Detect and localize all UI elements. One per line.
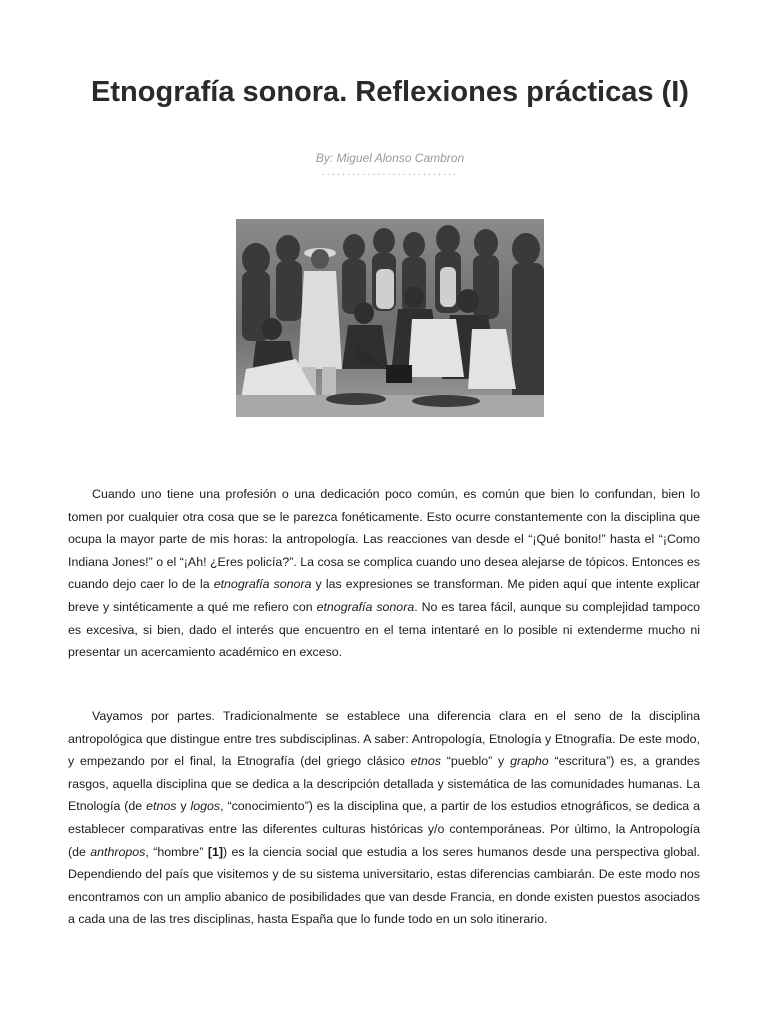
p2-emphasis-4: logos xyxy=(190,799,221,814)
p2-emphasis-3: etnos xyxy=(146,799,177,814)
p2-text-3: “escritura”) es, a grandes rasgos, aquella disciplina que se dedica a la descripción detallada y sistemática de las comunidades humanas. La Etnología (de xyxy=(68,754,701,814)
p2-text-6: , “hombre” xyxy=(145,844,208,859)
p1-emphasis-1: etnografía sonora xyxy=(213,577,312,592)
author-byline[interactable]: By: Miguel Alonso Cambron xyxy=(315,151,465,165)
article-photo xyxy=(236,219,544,417)
title-separator: ........................... xyxy=(321,166,459,178)
photo-illustration xyxy=(236,219,544,417)
p2-text-2: “pueblo” y xyxy=(440,754,511,769)
p1-text-3: . No es tarea fácil, aunque su complejidad tampoco es excesiva, si bien, dado el interés que encuentro en el tema intentaré en lo posible ni extenderme mucho ni presentar un acercamiento académico en exceso. xyxy=(68,599,700,660)
article-paragraph-1 xyxy=(68,483,700,664)
p2-emphasis-1: etnos xyxy=(410,754,441,769)
p1-text-2: y las expresiones se transforman. Me piden aquí que intente explicar breve y sintéticamente a qué me refiero con xyxy=(68,577,700,614)
p2-text-1: Vayamos por partes. Tradicionalmente se establece una diferencia clara en el seno de la disciplina antropológica que distingue entre tres subdisciplinas. A saber: Antropología, Etnología y Etnografía. De este modo, y empezando por el final, la Etnografía (del griego clásico xyxy=(68,709,700,769)
footnote-reference-link[interactable]: [1] xyxy=(207,844,223,859)
p1-text-1: Cuando uno tiene una profesión o una dedicación poco común, es común que bien lo confundan, bien lo tomen por cualquier otra cosa que se le parezca fonéticamente. Esto ocurre constantemente con la disciplina que ocupa la mayor parte de mis horas: la antropología. Las reacciones van desde el “¡Qué bonito!” hasta el “¡Como Indiana Jones!” o el “¡Ah! ¿Eres policía?”. La cosa se complica cuando uno desea alejarse de tópicos. Entonces es cuando dejo caer lo de la xyxy=(68,487,700,592)
article-paragraph-2 xyxy=(68,705,700,931)
p2-text-4: y xyxy=(176,799,191,814)
article-title: Etnografía sonora. Reflexiones prácticas (I) xyxy=(91,76,689,108)
p1-emphasis-2: etnografía sonora xyxy=(316,599,415,614)
p2-emphasis-2: grapho xyxy=(510,754,549,769)
p2-text-7: ) es la ciencia social que estudia a los seres humanos desde una perspectiva global. Dependiendo del país que visitemos y de su sistema universitario, estas diferencias cambiarán. De este modo nos encontramos con un amplio abanico de posibilidades que van desde Francia, en donde existen puestos asociados a cada una de las tres disciplinas, hasta España que lo funde todo en un solo itinerario. xyxy=(68,844,700,927)
p2-emphasis-5: anthropos xyxy=(90,844,146,859)
p2-text-5: , “conocimiento”) es la disciplina que, a partir de los estudios etnográficos, se dedica a establecer comparativas entre las diferentes culturas históricas y/o contemporáneas. Por último, la Antropología (de xyxy=(68,799,700,859)
